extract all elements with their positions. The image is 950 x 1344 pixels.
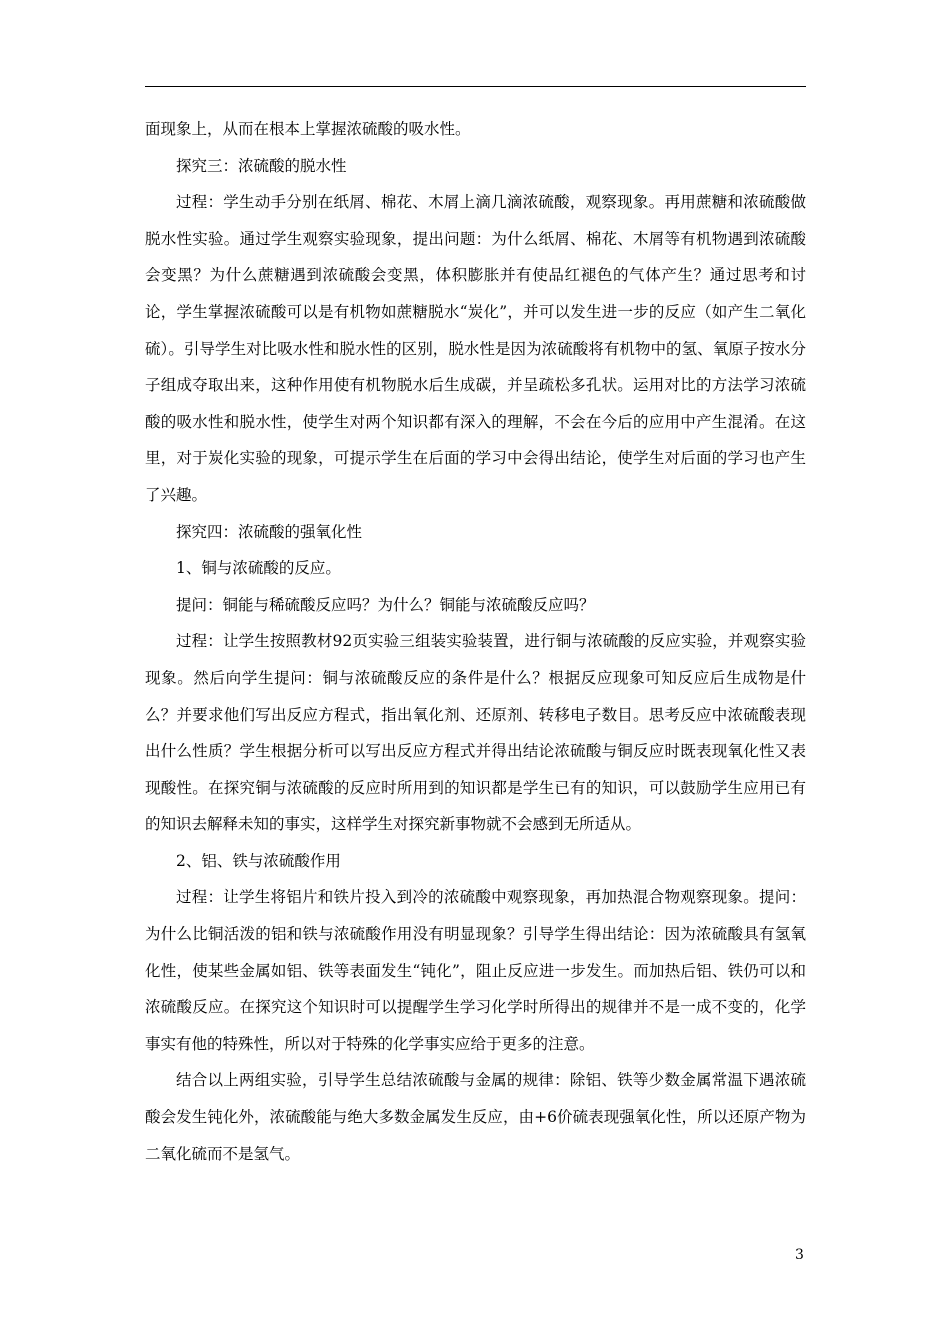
paragraph-passivation-process: 过程：让学生将铝片和铁片投入到冷的浓硫酸中观察现象，再加热混合物观察现象。提问：为什么比铜活泼的铝和铁与浓硫酸作用没有明显现象？引导学生得出结论：因为浓硫酸具有氢氧化性，使某些金属如铝、铁等表面发生“钝化”，阻止反应进一步发生。而加热后铝、铁仍可以和浓硫酸反应。在探究这个知识时可以提醒学生学习化学时所得出的规律并不是一成不变的，化学事实有他的特殊性，所以对于特殊的化学事实应给于更多的注意。: [145, 888, 806, 1053]
paragraph-copper-process: 过程：让学生按照教材92页实验三组装实验装置，进行铜与浓硫酸的反应实验，并观察实验现象。然后向学生提问：铜与浓硫酸反应的条件是什么？根据反应现象可知反应后生成物是什么？并要求他们写出反应方程式，指出氧化剂、还原剂、转移电子数目。思考反应中浓硫酸表现出什么性质？学生根据分析可以写出反应方程式并得出结论浓硫酸与铜反应时既表现氧化性又表现酸性。在探究铜与浓硫酸的反应时所用到的知识都是学生已有的知识，可以鼓励学生应用已有的知识去解释未知的事实，这样学生对探究新事物就不会感到无所适从。: [145, 632, 806, 834]
header-rule: [145, 86, 806, 87]
subheading-aluminum-iron: 2、铝、铁与浓硫酸作用: [176, 851, 341, 870]
paragraph-summary: 结合以上两组实验，引导学生总结浓硫酸与金属的规律：除铝、铁等少数金属常温下遇浓硫酸会发生钝化外，浓硫酸能与绝大多数金属发生反应，由+6价硫表现强氧化性，所以还原产物为二氧化硫而不是氢气。: [145, 1071, 806, 1163]
paragraph-continuation: 面现象上，从而在根本上掌握浓硫酸的吸水性。: [145, 120, 471, 138]
section-heading-explore-three: 探究三：浓硫酸的脱水性: [176, 156, 347, 175]
paragraph-dehydration-process: 过程：学生动手分别在纸屑、棉花、木屑上滴几滴浓硫酸，观察现象。再用蔗糖和浓硫酸做脱水性实验。通过学生观察实验现象，提出问题：为什么纸屑、棉花、木屑等有机物遇到浓硫酸会变黑？为什么蔗糖遇到浓硫酸会变黑，体积膨胀并有使品红褪色的气体产生？通过思考和讨论，学生掌握浓硫酸可以是有机物如蔗糖脱水“炭化”，并可以发生进一步的反应（如产生二氧化硫）。引导学生对比吸水性和脱水性的区别，脱水性是因为浓硫酸将有机物中的氢、氧原子按水分子组成夺取出来，这种作用使有机物脱水后生成碳，并呈疏松多孔状。运用对比的方法学习浓硫酸的吸水性和脱水性，使学生对两个知识都有深入的理解，不会在今后的应用中产生混淆。在这里，对于炭化实验的现象，可提示学生在后面的学习中会得出结论，使学生对后面的学习也产生了兴趣。: [145, 193, 806, 504]
section-heading-explore-four: 探究四：浓硫酸的强氧化性: [176, 522, 363, 541]
page-number: 3: [795, 1247, 804, 1263]
subheading-copper-reaction: 1、铜与浓硫酸的反应。: [176, 559, 341, 578]
paragraph-question: 提问：铜能与稀硫酸反应吗？为什么？铜能与浓硫酸反应吗？: [176, 595, 595, 614]
document-body: [145, 111, 806, 1172]
